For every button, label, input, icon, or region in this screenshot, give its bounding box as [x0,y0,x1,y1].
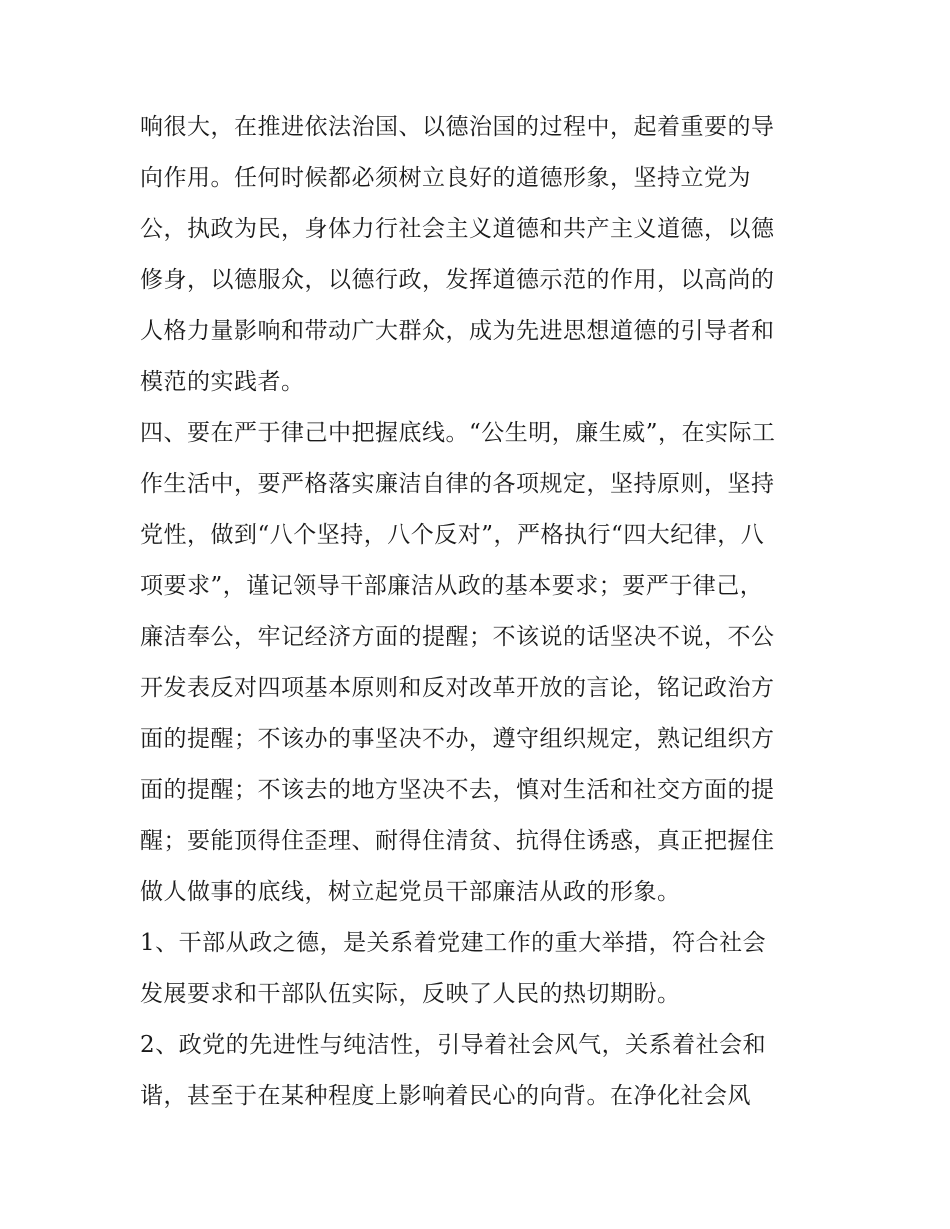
text-line: 面的提醒；不该去的地方坚决不去，慎对生活和社交方面的提 [140,777,775,803]
document-body [140,102,820,1122]
text-line: 项要求”，谨记领导干部廉洁从政的基本要求；要严于律己， [140,573,764,599]
text-line: 谐，甚至于在某种程度上影响着民心的向背。在净化社会风 [140,1083,751,1109]
text-line: 面的提醒；不该办的事坚决不办，遵守组织规定，熟记组织方 [140,726,775,752]
text-line: 醒；要能顶得住歪理、耐得住清贫、抗得住诱惑，真正把握住 [140,828,775,854]
text-line: 做人做事的底线，树立起党员干部廉洁从政的形象。 [140,879,681,905]
text-line: 党性，做到“八个坚持，八个反对”，严格执行“四大纪律，八 [140,522,765,548]
list-item-line: 2、政党的先进性与纯洁性，引导着社会风气，关系着社会和 [140,1032,767,1058]
text-line: 人格力量影响和带动广大群众，成为先进思想道德的引导者和 [140,318,775,344]
text-line: 修身，以德服众，以德行政，发挥道德示范的作用，以高尚的 [140,267,775,293]
text-line: 公，执政为民，身体力行社会主义道德和共产主义道德，以德 [140,216,775,242]
list-item-line: 1、干部从政之德，是关系着党建工作的重大举措，符合社会 [140,930,767,956]
text-line: 响很大，在推进依法治国、以德治国的过程中，起着重要的导 [140,114,775,140]
text-line: 廉洁奉公，牢记经济方面的提醒；不该说的话坚决不说，不公 [140,624,775,650]
section-heading-line: 四、要在严于律己中把握底线。“公生明，廉生威”，在实际工 [140,420,776,446]
text-line: 模范的实践者。 [140,369,305,395]
text-line: 向作用。任何时候都必须树立良好的道德形象，坚持立党为 [140,165,751,191]
text-line: 作生活中，要严格落实廉洁自律的各项规定，坚持原则，坚持 [140,471,775,497]
text-line: 发展要求和干部队伍实际，反映了人民的热切期盼。 [140,981,681,1007]
text-line: 开发表反对四项基本原则和反对改革开放的言论，铭记政治方 [140,675,775,701]
